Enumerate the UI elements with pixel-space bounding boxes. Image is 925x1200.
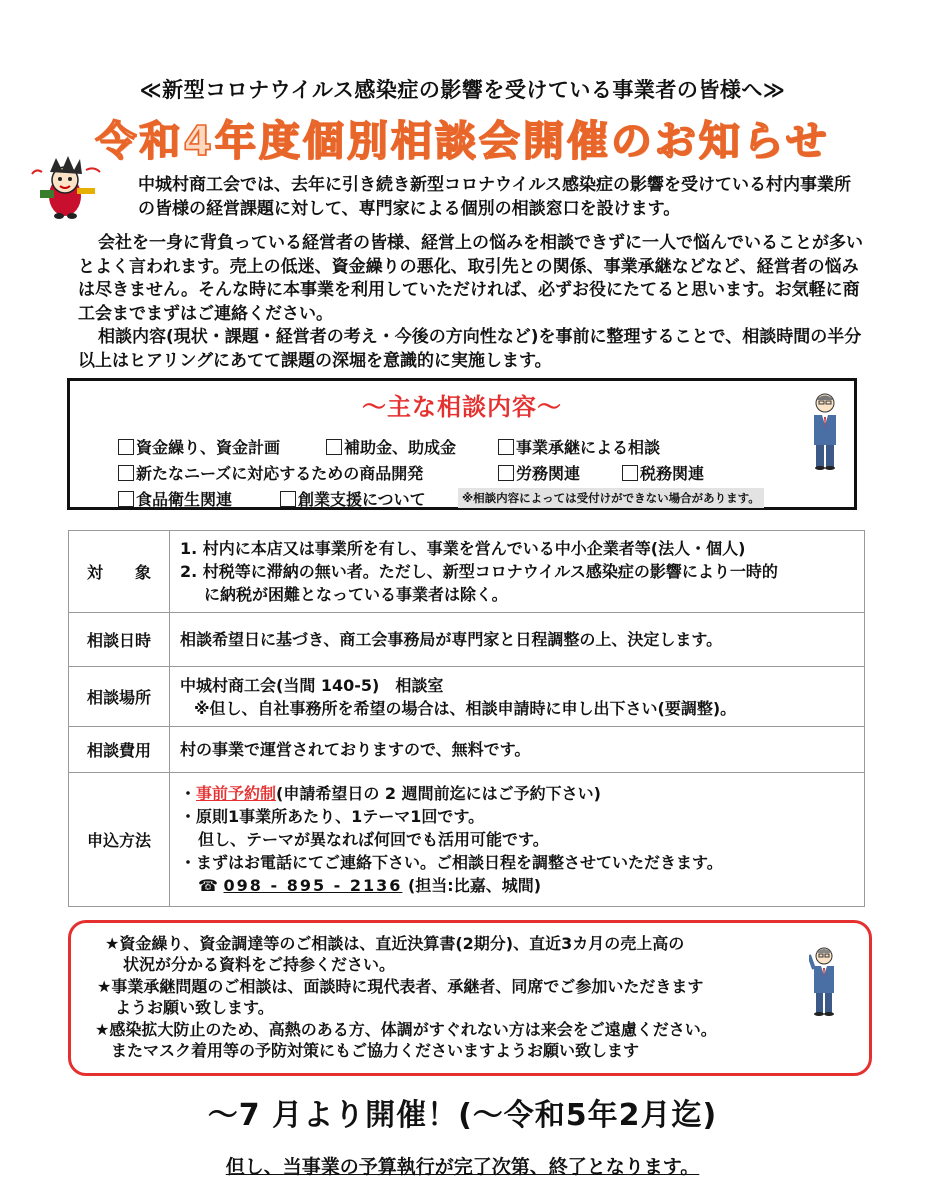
table-row [69, 667, 865, 727]
row-value-place [170, 667, 865, 727]
checkbox-item-funding[interactable] [118, 435, 280, 458]
contact-person: (担当:比嘉、城間) [407, 876, 542, 895]
table-row [69, 727, 865, 773]
row-value-fee: 村の事業で運営されておりますので、無料です。 [170, 727, 865, 773]
businessman-pointing-illustration [809, 945, 839, 1017]
consult-contents-box [67, 378, 857, 510]
checkbox-label: 税務関連 [640, 464, 705, 483]
checkbox-label: 労務関連 [516, 464, 581, 483]
notice-2-line-1: ★事業承継問題のご相談は、面談時に現代表者、承継者、同席でご参加いただきます [97, 977, 704, 996]
notice-box [68, 920, 872, 1076]
checkbox-item-product-dev[interactable] [118, 461, 423, 484]
checkbox-label: 食品衛生関連 [136, 490, 233, 509]
place-line-1: 中城村商工会(当間 140-5) 相談室 [180, 675, 444, 695]
intro-paragraph-1: 中城村商工会では、去年に引き続き新型コロナウイルス感染症の影響を受けている村内事業所の皆様の経営課題に対して、専門家による個別の相談窓口を設けます。 [138, 175, 851, 219]
checkbox-icon [118, 465, 134, 481]
row-label-target: 対 象 [69, 531, 170, 613]
phone-line [180, 874, 864, 897]
apply-line-2: ・原則1事業所あたり、1テーマ1回です。 [180, 807, 485, 826]
checkbox-label: 事業承継による相談 [516, 438, 661, 457]
notice-3-line-1: ★感染拡大防止のため、高熱のある方、体調がすぐれない方は来会をご遠慮ください。 [95, 1020, 717, 1039]
checkbox-label: 創業支援について [298, 490, 426, 509]
table-row [69, 773, 865, 907]
reservation-required-label: 事前予約制 [196, 784, 277, 803]
info-table [68, 530, 865, 907]
row-label-place: 相談場所 [69, 667, 170, 727]
phone-icon: ☎ [198, 876, 218, 895]
intro-paragraph-3: 相談内容(現状・課題・経営者の考え・今後の方向性など)を事前に整理することで、相談時間の半分以上はヒアリングにあてて課題の深堀を意識的に実施します。 [78, 327, 862, 371]
checkbox-label: 資金繰り、資金計画 [136, 438, 281, 457]
notice-1-line-1: ★資金繰り、資金調達等のご相談は、直近決算書(2期分)、直近3カ月の売上高の [105, 934, 685, 953]
checkbox-icon [498, 439, 514, 455]
apply-bullet: ・ [180, 784, 197, 803]
apply-line-4: ・まずはお電話にてご連絡下さい。ご相談日程を調整させていただきます。 [180, 853, 723, 872]
row-label-date: 相談日時 [69, 613, 170, 667]
checkbox-item-tax[interactable] [622, 461, 704, 484]
notice-3-line-2: またマスク着用等の予防対策にもご協力くださいますようお願い致します [111, 1041, 640, 1060]
checkbox-item-food-hygiene[interactable] [118, 487, 232, 510]
checkbox-icon [280, 491, 296, 507]
checkbox-item-labor[interactable] [498, 461, 580, 484]
page-title: 令和4年度個別相談会開催のお知らせ [95, 117, 830, 165]
closing-note-text: 但し、当事業の予算執行が完了次第、終了となります。 [225, 1156, 700, 1178]
checkbox-item-startup[interactable] [280, 487, 426, 510]
table-row [69, 613, 865, 667]
consult-title: ～主な相談内容～ [362, 393, 562, 421]
phone-number-link[interactable]: 098 - 895 - 2136 [223, 876, 403, 895]
businessman-illustration [808, 391, 842, 471]
checkbox-icon [118, 491, 134, 507]
checkbox-icon [622, 465, 638, 481]
apply-line-1-text: (申請希望日の 2 週間前迄にはご予約下さい) [276, 784, 601, 803]
apply-line-3: 但し、テーマが異なれば何回でも活用可能です。 [198, 830, 549, 849]
mascot-logo-image [22, 150, 108, 222]
consult-note: ※相談内容によっては受付けができない場合があります。 [458, 488, 764, 508]
place-line-2: ※但し、自社事務所を希望の場合は、相談申請時に申し出下さい(要調整)。 [194, 698, 737, 718]
checkbox-item-subsidy[interactable] [326, 435, 456, 458]
table-row [69, 531, 865, 613]
checkbox-label: 新たなニーズに対応するための商品開発 [136, 464, 424, 483]
target-line-3: に納税が困難となっている事業者は除く。 [204, 585, 508, 604]
checkbox-icon [118, 439, 134, 455]
checkbox-item-succession[interactable] [498, 435, 660, 458]
intro-paragraph-2: 会社を一身に背負っている経営者の皆様、経営上の悩みを相談できずに一人で悩んでいることが多いとよく言われます。売上の低迷、資金繰りの悪化、取引先との関係、事業承継などなど、経営者の悩みは尽きません。そんな時に本事業を利用していただければ、必ずお役にたてると思います。お気軽に商工会までまずはご連絡ください。 [78, 233, 863, 324]
row-value-apply [170, 773, 865, 907]
row-label-apply: 申込方法 [69, 773, 170, 907]
checkbox-icon [326, 439, 342, 455]
subtitle: ≪新型コロナウイルス感染症の影響を受けている事業者の皆様へ≫ [139, 78, 786, 102]
row-value-date: 相談希望日に基づき、商工会事務局が専門家と日程調整の上、決定します。 [170, 613, 865, 667]
checkbox-icon [498, 465, 514, 481]
notice-2-line-2: ようお願い致します。 [115, 998, 274, 1017]
notice-1-line-2: 状況が分かる資料をご持参ください。 [123, 955, 396, 974]
event-period: ～7 月より開催！(～令和5年2月迄) [207, 1098, 718, 1133]
closing-note [0, 1152, 925, 1179]
checkbox-label: 補助金、助成金 [344, 438, 457, 457]
row-value-target [170, 531, 865, 613]
apply-line-1 [180, 782, 864, 805]
row-label-fee: 相談費用 [69, 727, 170, 773]
target-line-2: 2. 村税等に滞納の無い者。ただし、新型コロナウイルス感染症の影響により一時的 [180, 562, 778, 581]
target-line-1: 1. 村内に本店又は事業所を有し、事業を営んでいる中小企業者等(法人・個人) [180, 539, 746, 558]
